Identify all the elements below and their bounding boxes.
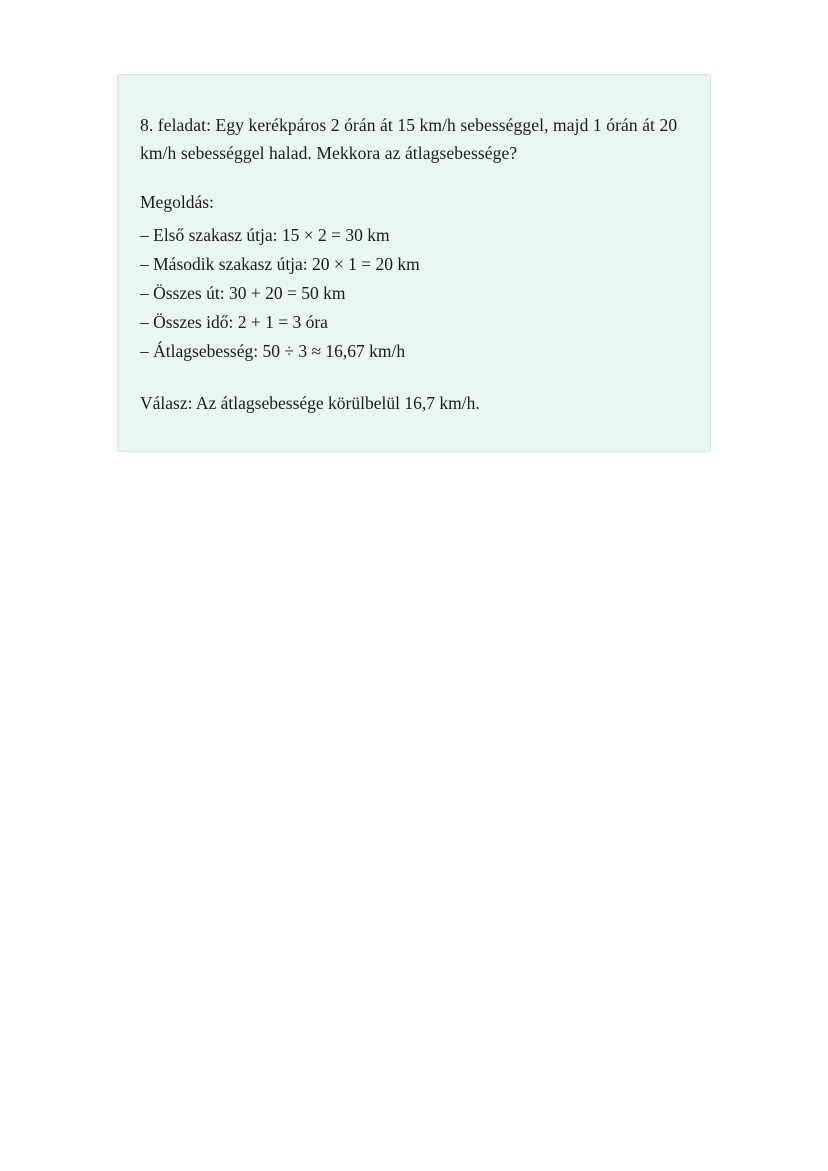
- problem-card: [117, 74, 711, 452]
- list-item: – Első szakasz útja: 15 × 2 = 30 km: [140, 225, 390, 246]
- list-item: – Összes idő: 2 + 1 = 3 óra: [140, 311, 328, 332]
- answer-line: Válasz: Az átlagsebessége körülbelül 16,7 km/h.: [140, 393, 480, 414]
- list-item: – Összes út: 30 + 20 = 50 km: [140, 282, 346, 303]
- solution-steps: [140, 221, 682, 365]
- list-item: – Átlagsebesség: 50 ÷ 3 ≈ 16,67 km/h: [140, 340, 406, 361]
- solution-label: Megoldás:: [140, 191, 214, 212]
- problem-statement: 8. feladat: Egy kerékpáros 2 órán át 15 km/h sebességgel, majd 1 órán át 20 km/h sebességgel halad. Mekkora az átlagsebessége?: [140, 115, 678, 164]
- list-item: – Második szakasz útja: 20 × 1 = 20 km: [140, 253, 420, 274]
